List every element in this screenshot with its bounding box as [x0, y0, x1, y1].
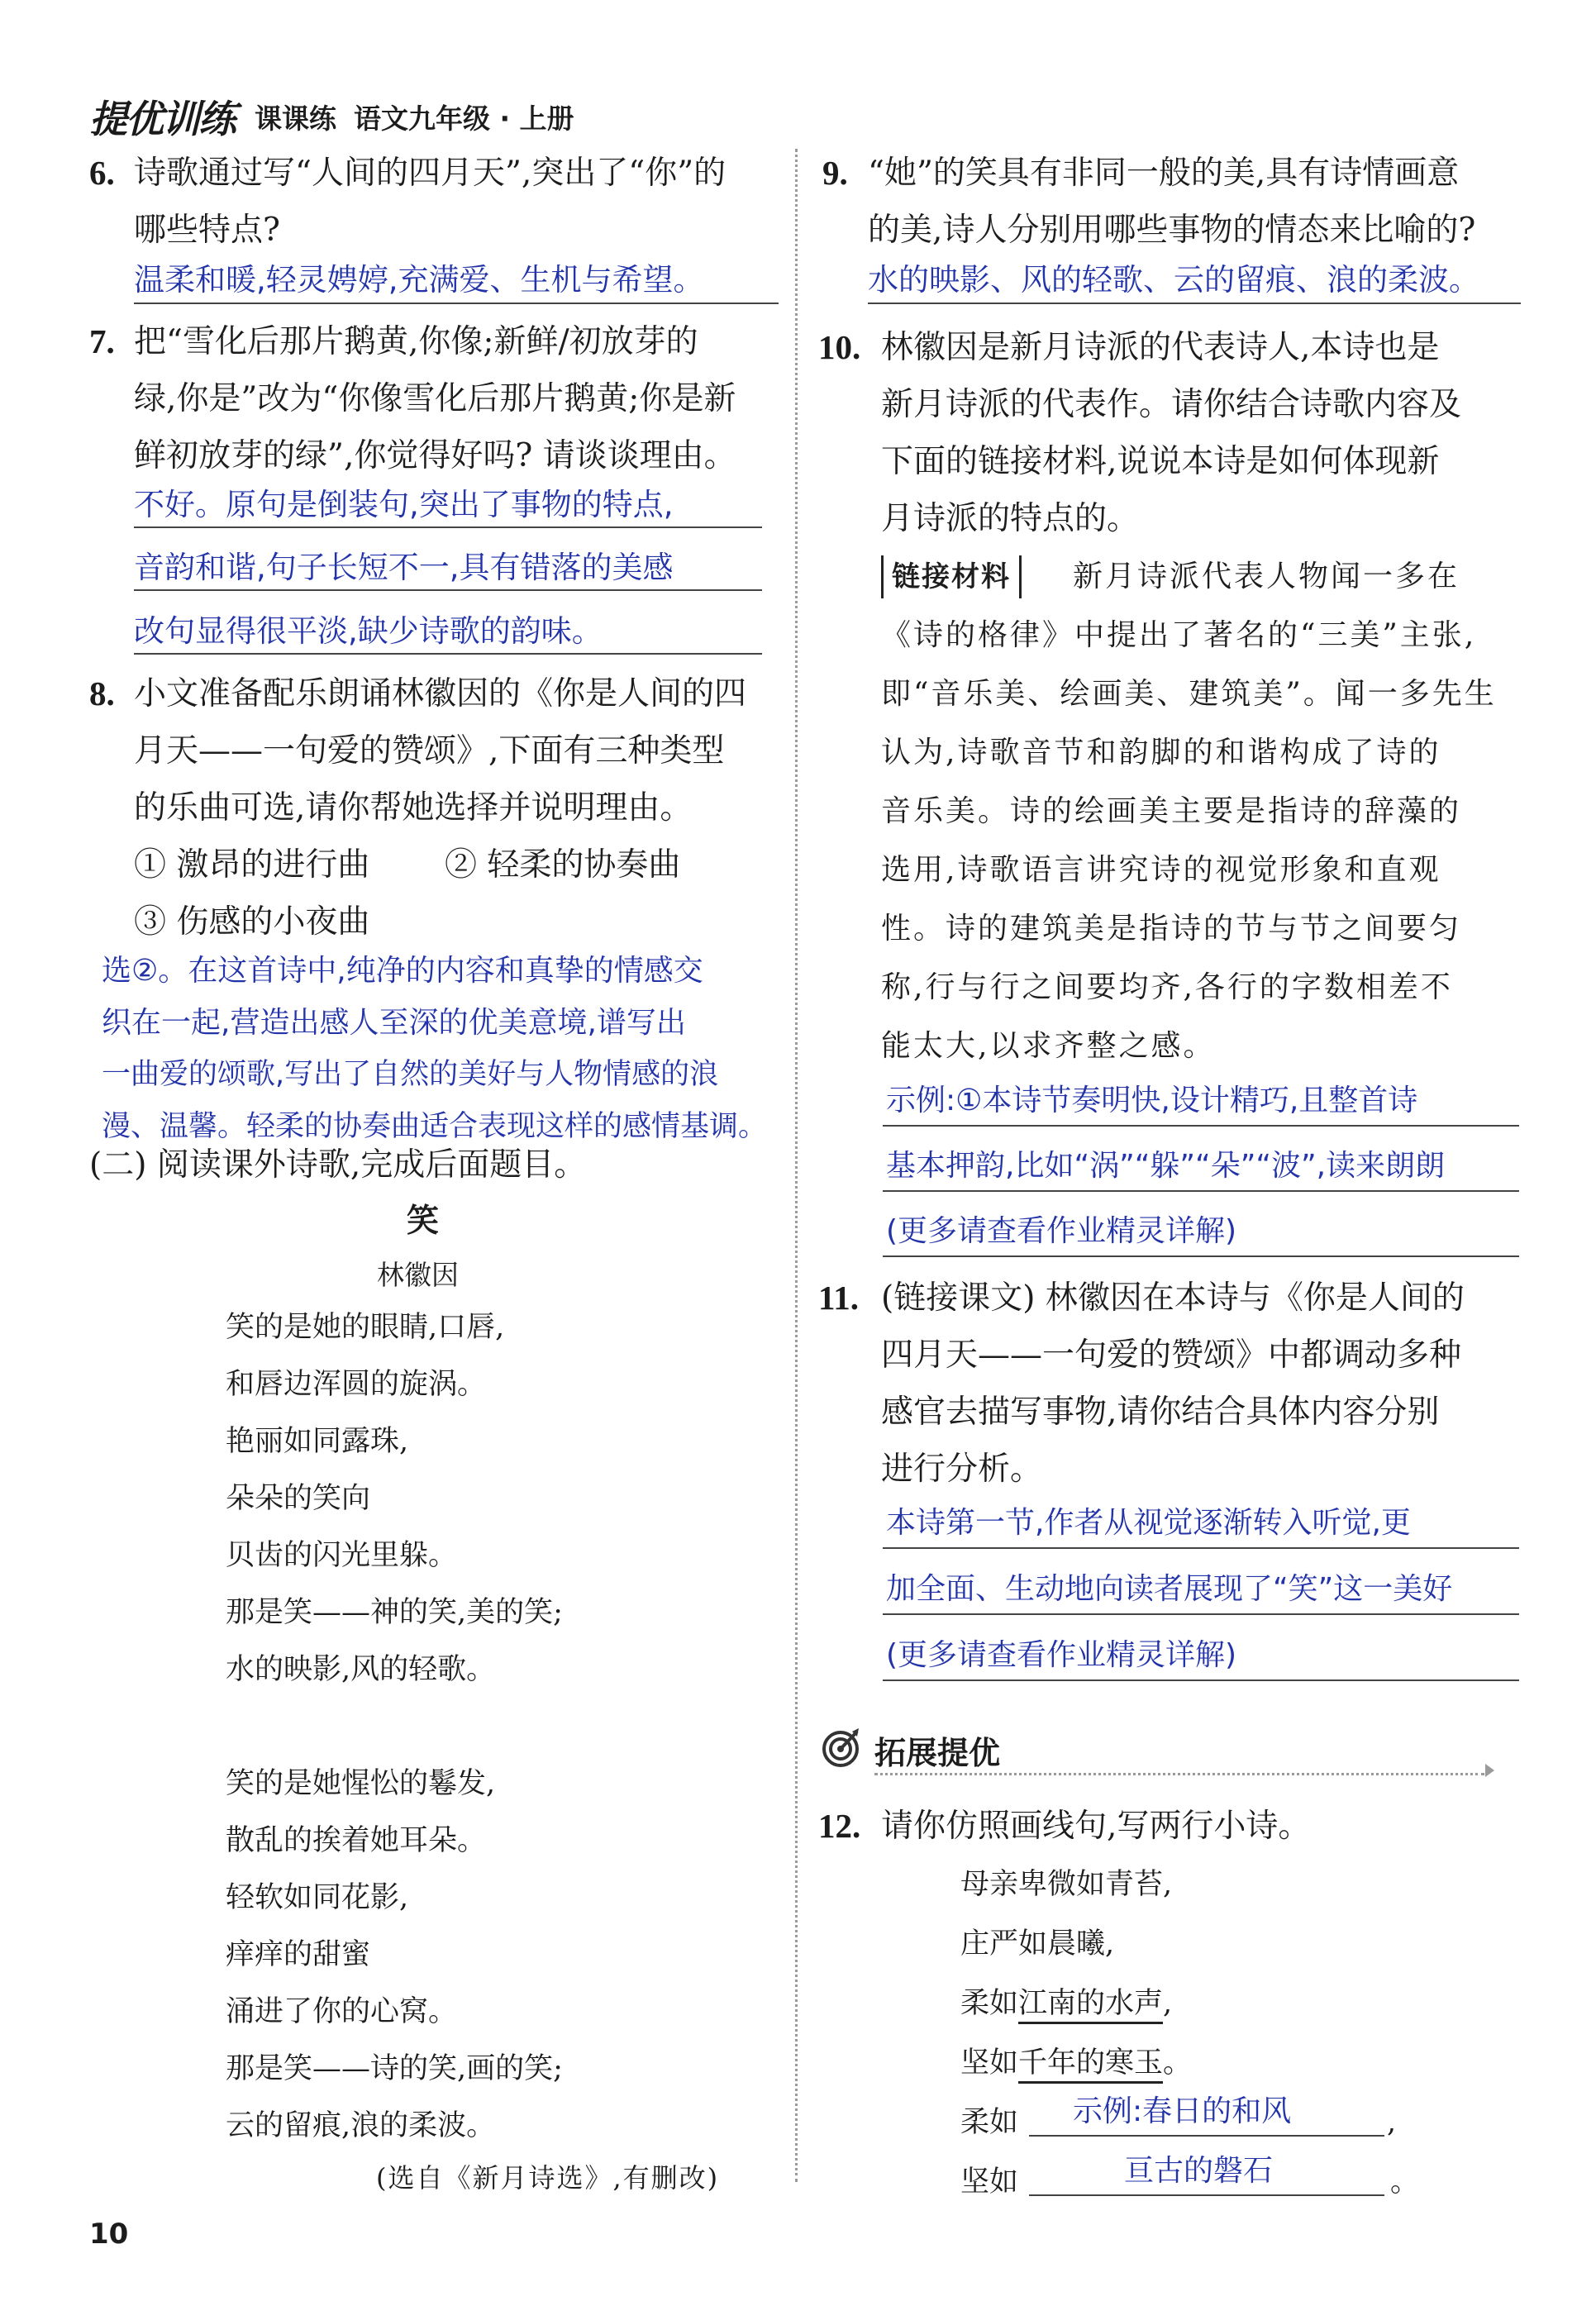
- question-line: 的美,诗人分别用哪些事物的情态来比喻的?: [868, 212, 1476, 249]
- question-line: 绿,你是”改为“你像雪化后那片鹅黄;你是新: [134, 380, 736, 417]
- handwritten-answer: 音韵和谐,句子长短不一,具有错落的美感: [134, 550, 674, 585]
- target-icon: [821, 1727, 862, 1768]
- handwritten-answer: 不好。原句是倒装句,突出了事物的特点,: [134, 487, 674, 522]
- question-line: 感官去描写事物,请你结合具体内容分别: [881, 1394, 1440, 1431]
- answer-line: [134, 589, 762, 591]
- fill-answer[interactable]: 示例:春日的和风: [1073, 2094, 1292, 2128]
- poem-line: 笑的是她惺忪的鬈发,: [226, 1767, 496, 1800]
- question-line: 哪些特点?: [134, 212, 280, 249]
- question-number: 11.: [818, 1279, 859, 1317]
- poem-line: 涌进了你的心窝。: [226, 1995, 458, 2028]
- handwritten-answer: 水的映影、风的轻歌、云的留痕、浪的柔波。: [868, 262, 1479, 298]
- option-3: ③ 伤感的小夜曲: [134, 903, 370, 941]
- question-prompt: 请你仿照画线句,写两行小诗。: [881, 1808, 1311, 1845]
- section-2-heading: (二) 阅读课外诗歌,完成后面题目。: [89, 1146, 587, 1184]
- handwritten-answer: 选②。在这首诗中,纯净的内容和真挚的情感交: [102, 954, 703, 988]
- material-text: 《诗的格律》中提出了著名的“三美”主张,: [881, 618, 1477, 652]
- poem-line: 云的留痕,浪的柔波。: [226, 2109, 496, 2142]
- option-2: ② 轻柔的协奏曲: [445, 846, 681, 884]
- example-line: [960, 2035, 1192, 2092]
- fill-answer[interactable]: 亘古的磐石: [1124, 2154, 1274, 2188]
- question-line: 下面的链接材料,说说本诗是如何体现新: [881, 443, 1440, 480]
- question-line: 林徽因是新月诗派的代表诗人,本诗也是: [881, 329, 1440, 366]
- example-line: [960, 1975, 1172, 2032]
- book-name: 语文九年级 · 上册: [354, 102, 574, 135]
- answer-line: [134, 653, 762, 655]
- line-suffix: ,: [1163, 1987, 1173, 2020]
- poem-line: 痒痒的甜蜜: [226, 1938, 371, 1971]
- question-line: 小文准备配乐朗诵林徽因的《你是人间的四: [134, 675, 747, 712]
- answer-line: [883, 1679, 1519, 1681]
- poem-line: 贝齿的闪光里躲。: [226, 1539, 458, 1572]
- line-prefix: 柔如: [960, 1987, 1019, 2020]
- fill-punct: ,: [1387, 2106, 1397, 2139]
- material-text: 选用,诗歌语言讲究诗的视觉形象和直观: [881, 853, 1441, 887]
- poem-line: 朵朵的笑向: [226, 1482, 371, 1515]
- answer-line: [883, 1613, 1519, 1615]
- question-line: 月诗派的特点的。: [881, 500, 1140, 537]
- example-line: 母亲卑微如青苔,: [960, 1868, 1173, 1901]
- fill-blank-line: [1029, 2135, 1384, 2137]
- section-title: 拓展提优: [874, 1735, 1001, 1771]
- question-number: 8.: [89, 674, 115, 712]
- column-divider: [795, 149, 798, 2182]
- answer-line: [883, 1125, 1519, 1127]
- handwritten-answer: 示例:①本诗节奏明快,设计精巧,且整首诗: [886, 1084, 1418, 1117]
- answer-line: [883, 1255, 1519, 1257]
- fill-punct: 。: [1390, 2165, 1420, 2199]
- handwritten-answer: 加全面、生动地向读者展现了“笑”这一美好: [886, 1572, 1453, 1606]
- fill-line: 柔如: [960, 2106, 1019, 2139]
- handwritten-answer: (更多请查看作业精灵详解): [886, 1214, 1237, 1248]
- poem-source: (选自《新月诗选》,有删改): [376, 2162, 720, 2194]
- material-text: 认为,诗歌音节和韵脚的和谐构成了诗的: [881, 736, 1441, 769]
- material-text: 性。诗的建筑美是指诗的节与节之间要匀: [881, 912, 1462, 946]
- underlined-phrase: 江南的水声: [1018, 1987, 1163, 2024]
- question-line: 诗歌通过写“人间的四月天”,突出了“你”的: [134, 155, 727, 192]
- poem-author: 林徽因: [377, 1259, 459, 1291]
- material-text: 即“音乐美、绘画美、建筑美”。闻一多先生: [881, 677, 1497, 711]
- section-dotted-rule: [874, 1773, 1484, 1775]
- poem-line: 散乱的挨着她耳朵。: [226, 1824, 487, 1857]
- question-line: 四月天——一句爱的赞颂》中都调动多种: [881, 1336, 1462, 1374]
- handwritten-answer: 漫、温馨。轻柔的协奏曲适合表现这样的感情基调。: [102, 1110, 768, 1143]
- answer-line: [868, 303, 1521, 304]
- question-line: 进行分析。: [881, 1451, 1043, 1488]
- handwritten-answer: 织在一起,营造出感人至深的优美意境,谱写出: [102, 1006, 686, 1040]
- question-number: 6.: [89, 154, 115, 192]
- question-number: 12.: [818, 1807, 861, 1845]
- poem-line: 和唇边浑圆的旋涡。: [226, 1368, 487, 1401]
- question-number: 9.: [822, 154, 848, 192]
- poem-line: 艳丽如同露珠,: [226, 1425, 409, 1458]
- handwritten-answer: 本诗第一节,作者从视觉逐渐转入听觉,更: [886, 1506, 1411, 1540]
- line-prefix: 坚如: [960, 2046, 1019, 2080]
- page-number: 10: [89, 2218, 129, 2251]
- brand-logo: 提优训练: [89, 97, 235, 141]
- line-suffix: 。: [1163, 2046, 1193, 2080]
- underlined-phrase: 千年的寒玉: [1018, 2046, 1163, 2084]
- handwritten-answer: 一曲爱的颂歌,写出了自然的美好与人物情感的浪: [102, 1058, 719, 1091]
- poem-line: 轻软如同花影,: [226, 1881, 409, 1914]
- answer-line: [883, 1190, 1519, 1192]
- poem-line: 那是笑——诗的笑,画的笑;: [226, 2052, 563, 2085]
- series-name: 课课练: [255, 102, 336, 135]
- question-number: 7.: [89, 322, 115, 360]
- handwritten-answer: (更多请查看作业精灵详解): [886, 1638, 1237, 1672]
- handwritten-answer: 基本押韵,比如“涡”“躲”“朵”“波”,读来朗朗: [886, 1149, 1446, 1183]
- question-line: 月天——一句爱的赞颂》,下面有三种类型: [134, 732, 725, 769]
- poem-line: 那是笑——神的笑,美的笑;: [226, 1596, 563, 1629]
- fill-line: 坚如: [960, 2165, 1019, 2199]
- fill-blank-line: [1029, 2194, 1384, 2196]
- question-line: 新月诗派的代表作。请你结合诗歌内容及: [881, 386, 1462, 423]
- option-1: ① 激昂的进行曲: [134, 846, 370, 884]
- answer-line: [134, 526, 762, 528]
- handwritten-answer: 温柔和暖,轻灵娉婷,充满爱、生机与希望。: [134, 262, 704, 298]
- answer-line: [883, 1547, 1519, 1549]
- question-line: 的乐曲可选,请你帮她选择并说明理由。: [134, 789, 693, 827]
- example-line: 庄严如晨曦,: [960, 1927, 1115, 1961]
- material-text: 称,行与行之间要均齐,各行的字数相差不: [881, 970, 1453, 1004]
- material-text: 能太大,以求齐整之感。: [881, 1029, 1216, 1063]
- arrow-icon: [1485, 1764, 1494, 1777]
- poem-line: 水的映影,风的轻歌。: [226, 1653, 496, 1686]
- material-text: 新月诗派代表人物闻一多在: [1073, 560, 1460, 593]
- material-text: 音乐美。诗的绘画美主要是指诗的辞藻的: [881, 794, 1462, 828]
- material-label: 链接材料: [892, 560, 1011, 593]
- handwritten-answer: 改句显得很平淡,缺少诗歌的韵味。: [134, 613, 603, 649]
- question-number: 10.: [818, 328, 861, 366]
- material-label-box: [881, 555, 1022, 598]
- poem-title: 笑: [407, 1203, 440, 1240]
- question-line: “她”的笑具有非同一般的美,具有诗情画意: [868, 155, 1460, 192]
- answer-line: [134, 303, 779, 304]
- question-line: (链接课文) 林徽因在本诗与《你是人间的: [881, 1279, 1465, 1317]
- poem-line: 笑的是她的眼睛,口唇,: [226, 1311, 505, 1344]
- question-line: 鲜初放芽的绿”,你觉得好吗? 请谈谈理由。: [134, 437, 736, 474]
- question-line: 把“雪化后那片鹅黄,你像;新鲜/初放芽的: [134, 323, 698, 360]
